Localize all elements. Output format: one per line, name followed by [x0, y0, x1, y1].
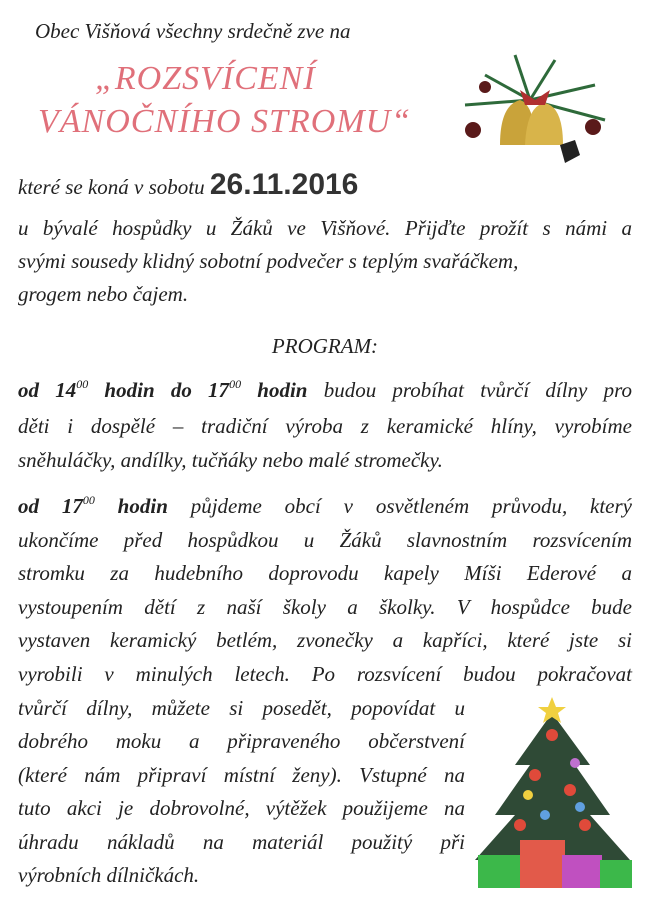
program-p1-line: děti i dospělé – tradiční výroba z keramické hlíny, vyrobíme — [18, 414, 632, 438]
event-date: 26.11.2016 — [209, 168, 359, 201]
time-bold: od 17 — [18, 494, 83, 518]
program-heading: PROGRAM: — [271, 334, 379, 358]
christmas-bells-icon — [445, 45, 615, 170]
time-sup: 00 — [76, 377, 89, 391]
time-bold: hodin do 17 — [88, 378, 230, 402]
program-p2-line — [18, 493, 632, 519]
event-title-line1: „ROZSVÍCENÍ — [95, 60, 316, 97]
intro-line: grogem nebo čajem. — [18, 282, 189, 306]
program-p2-line: (které nám připraví místní ženy). Vstupné na — [18, 763, 465, 787]
program-p2-line: výrobních dílničkách. — [18, 863, 200, 887]
time-bold: hodin — [94, 494, 168, 518]
program-p2-line: dobrého moku a připraveného občerstvení — [18, 729, 465, 753]
date-prefix: které se koná v sobotu — [18, 175, 205, 199]
event-title-line2: VÁNOČNÍHO STROMU“ — [38, 103, 412, 140]
program-p2-line: vystaven keramický betlém, zvonečky a kapříci, které jste si — [18, 628, 632, 652]
date-line — [18, 168, 632, 201]
intro-line: u bývalé hospůdky u Žáků ve Višňové. Přijďte prožít s námi a — [18, 216, 632, 240]
christmas-tree-icon — [470, 695, 635, 895]
program-p1-line — [18, 377, 632, 403]
program-p2-line: tuto akci je dobrovolné, výtěžek použijeme na — [18, 796, 465, 820]
program-p1-line: sněhuláčky, andílky, tučňáky nebo malé stromečky. — [18, 448, 443, 472]
time-sup: 00 — [82, 493, 95, 507]
program-p2-line: ukončíme před hospůdkou u Žáků slavnostním rozsvícením — [18, 528, 632, 552]
intro-text: Obec Višňová všechny srdečně zve na — [35, 19, 351, 43]
intro-line: svými sousedy klidný sobotní podvečer s teplým svařáčkem, — [18, 249, 519, 273]
p1-text: budou probíhat tvůrčí dílny pro — [307, 378, 632, 402]
time-bold: od 14 — [18, 378, 77, 402]
program-p2-line: vyrobili v minulých letech. Po rozsvícení budou pokračovat — [18, 662, 632, 686]
time-bold: hodin — [241, 378, 308, 402]
program-p2-line: stromku za hudebního doprovodu kapely Míši Ederové a — [18, 561, 632, 585]
time-sup: 00 — [229, 377, 242, 391]
program-p2-line: úhradu nákladů na materiál použitý při — [18, 830, 465, 854]
p2-text: půjdeme obcí v osvětleném průvodu, který — [167, 494, 632, 518]
program-p2-line: tvůrčí dílny, můžete si posedět, popovídat u — [18, 696, 465, 720]
program-p2-line: vystoupením dětí z naší školy a školky. V hospůdce bude — [18, 595, 632, 619]
